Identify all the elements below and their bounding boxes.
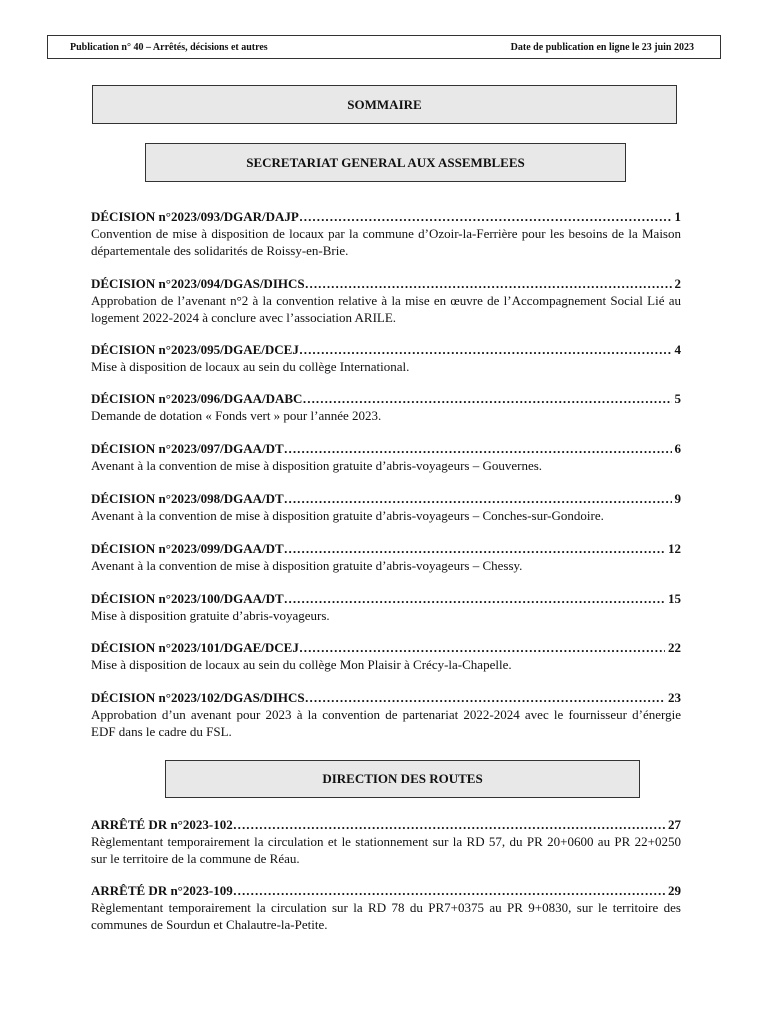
publication-header	[47, 35, 721, 59]
toc-entry[interactable]	[91, 639, 681, 673]
entry-description: Demande de dotation « Fonds vert » pour l’année 2023.	[91, 408, 382, 423]
publication-number: Publication n° 40 – Arrêtés, décisions et autres	[70, 41, 268, 53]
entry-page: 1	[674, 209, 681, 224]
entry-page: 2	[674, 276, 681, 291]
section-title-secretariat: SECRETARIAT GENERAL AUX ASSEMBLEES	[145, 143, 626, 182]
entry-title: DÉCISION n°2023/093/DGAR/DAJP	[91, 209, 299, 224]
entry-description: Avenant à la convention de mise à disposition gratuite d’abris-voyageurs – Chessy.	[91, 558, 523, 573]
toc-entry[interactable]	[91, 882, 681, 933]
toc-entry[interactable]	[91, 689, 681, 740]
entry-title: DÉCISION n°2023/100/DGAA/DT	[91, 591, 284, 606]
entry-description: Convention de mise à disposition de locaux par la commune d’Ozoir-la-Ferrière pour les besoins de la Maison départementale des solidarités de Roissy-en-Brie.	[91, 226, 681, 258]
entry-description: Mise à disposition de locaux au sein du collège International.	[91, 359, 410, 374]
leader-dots	[284, 590, 665, 607]
entry-page: 27	[668, 817, 681, 832]
entry-title: DÉCISION n°2023/101/DGAE/DCEJ	[91, 640, 299, 655]
toc-entry[interactable]	[91, 341, 681, 375]
toc-entry[interactable]	[91, 816, 681, 867]
entry-description: Mise à disposition de locaux au sein du collège Mon Plaisir à Crécy-la-Chapelle.	[91, 657, 512, 672]
entry-page: 23	[668, 690, 681, 705]
toc-entry[interactable]	[91, 390, 681, 424]
leader-dots	[299, 639, 665, 656]
entry-description: Approbation d’un avenant pour 2023 à la convention de partenariat 2022-2024 avec le fournisseur d’énergie EDF dans le cadre du FSL.	[91, 707, 681, 739]
leader-dots	[284, 540, 665, 557]
entry-title: ARRÊTÉ DR n°2023-109	[91, 883, 233, 898]
entry-page: 22	[668, 640, 681, 655]
toc-entry[interactable]	[91, 490, 681, 524]
entry-title: DÉCISION n°2023/098/DGAA/DT	[91, 491, 284, 506]
entry-title: DÉCISION n°2023/102/DGAS/DIHCS	[91, 690, 305, 705]
entry-title: ARRÊTÉ DR n°2023-102	[91, 817, 233, 832]
section-title-routes: DIRECTION DES ROUTES	[165, 760, 640, 798]
entry-title: DÉCISION n°2023/097/DGAA/DT	[91, 441, 284, 456]
entry-title: DÉCISION n°2023/099/DGAA/DT	[91, 541, 284, 556]
leader-dots	[305, 689, 665, 706]
entry-description: Règlementant temporairement la circulation sur la RD 78 du PR7+0375 au PR 9+0830, sur le territoire des communes de Sourdun et Chalautre-la-Petite.	[91, 900, 681, 932]
leader-dots	[284, 490, 672, 507]
leader-dots	[299, 208, 672, 225]
leader-dots	[302, 390, 671, 407]
entry-page: 12	[668, 541, 681, 556]
toc-entry[interactable]	[91, 275, 681, 326]
entry-description: Approbation de l’avenant n°2 à la convention relative à la mise en œuvre de l’Accompagnement Social Lié au logement 2022-2024 à conclure avec l’association ARILE.	[91, 293, 681, 325]
entry-description: Avenant à la convention de mise à disposition gratuite d’abris-voyageurs – Conches-sur-Gondoire.	[91, 508, 604, 523]
leader-dots	[284, 440, 672, 457]
toc-entry[interactable]	[91, 540, 681, 574]
leader-dots	[299, 341, 672, 358]
entry-page: 29	[668, 883, 681, 898]
toc-entry[interactable]	[91, 440, 681, 474]
toc-entry[interactable]	[91, 208, 681, 259]
leader-dots	[305, 275, 672, 292]
leader-dots	[233, 816, 665, 833]
entry-page: 4	[674, 342, 681, 357]
toc-entry[interactable]	[91, 590, 681, 624]
entry-title: DÉCISION n°2023/094/DGAS/DIHCS	[91, 276, 305, 291]
publication-date: Date de publication en ligne le 23 juin 2023	[510, 41, 694, 53]
entry-description: Mise à disposition gratuite d’abris-voyageurs.	[91, 608, 330, 623]
entry-title: DÉCISION n°2023/095/DGAE/DCEJ	[91, 342, 299, 357]
entry-description: Règlementant temporairement la circulation et le stationnement sur la RD 57, du PR 20+0600 au PR 22+0250 sur le territoire de la commune de Réau.	[91, 834, 681, 866]
leader-dots	[233, 882, 665, 899]
sommaire-title: SOMMAIRE	[92, 85, 677, 124]
entry-page: 15	[668, 591, 681, 606]
entry-description: Avenant à la convention de mise à disposition gratuite d’abris-voyageurs – Gouvernes.	[91, 458, 543, 473]
entry-title: DÉCISION n°2023/096/DGAA/DABC	[91, 391, 303, 406]
entry-page: 6	[674, 441, 681, 456]
entry-page: 9	[674, 491, 681, 506]
entry-page: 5	[674, 391, 681, 406]
